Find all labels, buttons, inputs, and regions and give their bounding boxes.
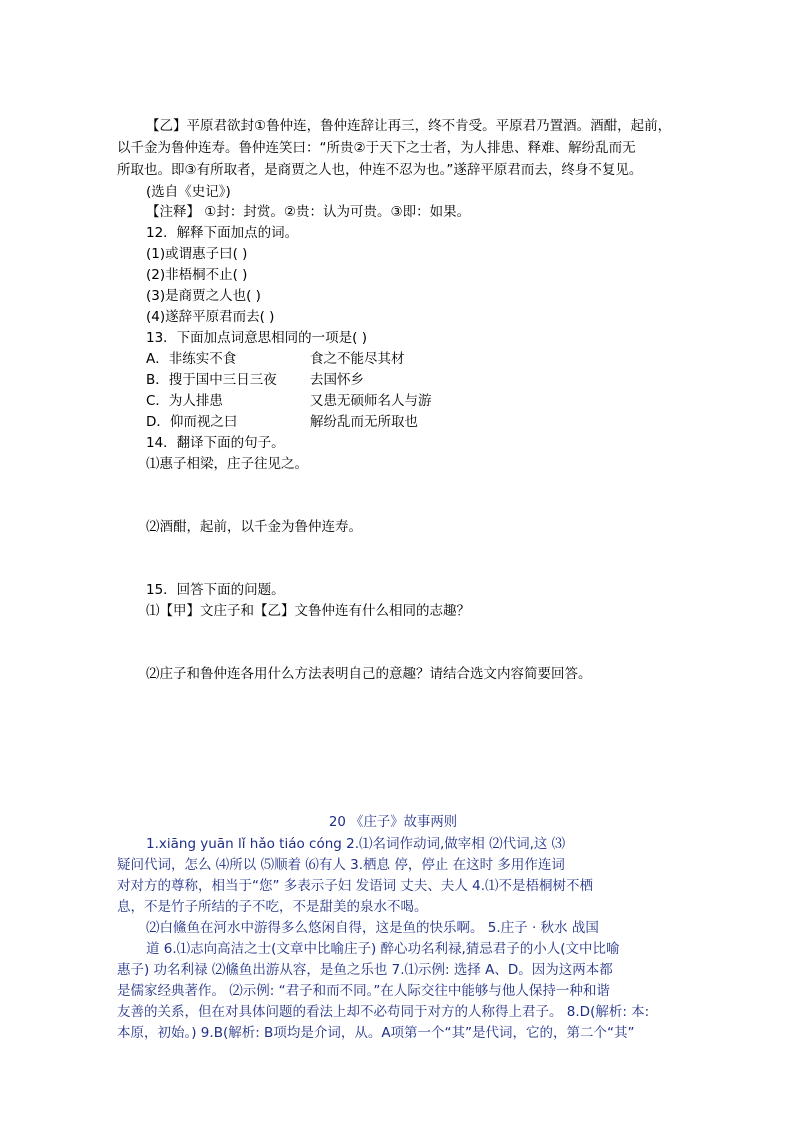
question-item: (4)遂辞平原君而去( ) bbox=[146, 309, 275, 325]
answer-line: 疑问代词，怎么 ⑷所以 ⑸顺着 ⑹有人 3.栖息 停，停止 在这时 多用作连词 bbox=[117, 857, 565, 873]
question-item: ⑵酒酣，起前，以千金为鲁仲连寿。 bbox=[146, 519, 362, 535]
question-item: (1)或谓惠子曰( ) bbox=[146, 246, 248, 262]
option-right: 解纷乱而无所取也 bbox=[310, 414, 418, 430]
answer-line: 是儒家经典著作。 ⑵示例: “君子和而不同。”在人际交往中能够与他人保持一种和谐 bbox=[117, 983, 610, 999]
passage-line: 以千金为鲁仲连寿。鲁仲连笑曰：“所贵②于天下之士者，为人排患、释难、解纷乱而无 bbox=[117, 140, 636, 156]
question-item: ⑴【甲】文庄子和【乙】文鲁仲连有什么相同的志趣？ bbox=[146, 603, 470, 619]
passage-notes: 【注释】 ①封：封赏。②贵：认为可贵。③即：如果。 bbox=[146, 204, 471, 220]
passage-source: (选自《史记》) bbox=[146, 184, 231, 200]
passage-line: 所取也。即③有所取者，是商贾之人也，仲连不忍为也。”遂辞平原君而去，终身不复见。 bbox=[117, 162, 643, 178]
answer-line: 友善的关系，但在对具体问题的看法上却不必苟同于对方的人称得上君子。 8.D(解析: 本: bbox=[117, 1004, 650, 1020]
option-left: B．搜于国中三日三夜 bbox=[146, 372, 277, 388]
answer-line: ⑵白鯈鱼在河水中游得多么悠闲自得，这是鱼的快乐啊。 5.庄子 · 秋水 战国 bbox=[146, 920, 599, 936]
option-right: 去国怀乡 bbox=[310, 372, 364, 388]
answer-line: 惠子) 功名利禄 ⑵鯈鱼出游从容，是鱼之乐也 7.⑴示例: 选择 A、D。因为这两本都 bbox=[117, 962, 613, 978]
answer-line: 道 6.⑴志向高洁之士(文章中比喻庄子) 醉心功名利禄,猜忌君子的小人(文中比喻 bbox=[146, 941, 620, 957]
question-item: ⑵庄子和鲁仲连各用什么方法表明自己的意趣？请结合选文内容简要回答。 bbox=[146, 666, 592, 682]
option-left: C．为人排患 bbox=[146, 393, 223, 409]
answer-line: 息，不是竹子所结的子不吃，不是甜美的泉水不喝。 bbox=[117, 899, 428, 915]
option-right: 又患无硕师名人与游 bbox=[310, 393, 432, 409]
answer-line: 对对方的尊称，相当于“您” 多表示子妇 发语词 丈夫、夫人 4.⑴不是梧桐树不栖 bbox=[117, 878, 594, 894]
question-title: 14．翻译下面的句子。 bbox=[146, 435, 285, 451]
option-left: D．仰而视之曰 bbox=[146, 414, 238, 430]
option-left: A．非练实不食 bbox=[146, 351, 237, 367]
question-item: (2)非梧桐不止( ) bbox=[146, 267, 248, 283]
option-right: 食之不能尽其材 bbox=[310, 351, 405, 367]
answer-line: 1.xiāng yuān lǐ hǎo tiáo cóng 2.⑴名词作动词,做宰相 ⑵代词,这 ⑶ bbox=[146, 836, 566, 852]
question-title: 15．回答下面的问题。 bbox=[146, 582, 285, 598]
question-item: ⑴惠子相梁，庄子往见之。 bbox=[146, 456, 308, 472]
question-title: 12．解释下面加点的词。 bbox=[146, 225, 299, 241]
question-title: 13．下面加点词意思相同的一项是( ) bbox=[146, 330, 368, 346]
answer-heading: 20 《庄子》故事两则 bbox=[328, 814, 458, 830]
question-item: (3)是商贾之人也( ) bbox=[146, 288, 261, 304]
answer-line: 本原，初始。) 9.B(解析: B项均是介词，从。A项第一个“其”是代词，它的，第二个“其” bbox=[117, 1025, 635, 1041]
passage-line: 【乙】平原君欲封①鲁仲连，鲁仲连辞让再三，终不肯受。平原君乃置酒。酒酣，起前， bbox=[146, 118, 672, 134]
